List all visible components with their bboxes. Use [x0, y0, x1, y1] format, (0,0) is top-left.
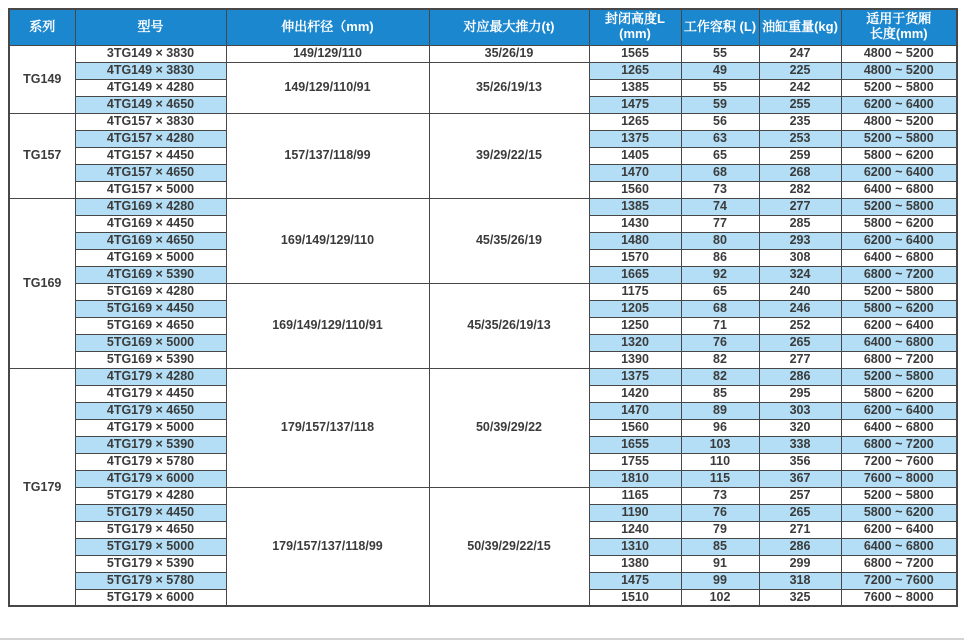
cylinder-weight-cell: 308 [759, 249, 841, 266]
cargo-length-cell: 6400 ~ 6800 [841, 181, 957, 198]
working-volume-cell: 73 [681, 181, 759, 198]
rod-diameter-cell: 179/157/137/118/99 [226, 487, 429, 606]
cargo-length-cell: 6200 ~ 6400 [841, 521, 957, 538]
working-volume-cell: 55 [681, 79, 759, 96]
header-series-text: 系列 [29, 18, 56, 34]
closed-height-cell: 1385 [589, 198, 681, 215]
closed-height-cell: 1205 [589, 300, 681, 317]
series-cell: TG149 [9, 45, 75, 113]
closed-height-cell: 1240 [589, 521, 681, 538]
cargo-length-cell: 5200 ~ 5800 [841, 130, 957, 147]
cargo-length-cell: 4800 ~ 5200 [841, 113, 957, 130]
working-volume-cell: 65 [681, 283, 759, 300]
cylinder-weight-cell: 324 [759, 266, 841, 283]
header-volume-text: 工作容积 (L) [683, 18, 757, 34]
series-cell: TG157 [9, 113, 75, 198]
header-rod-text: 伸出杆径（mm) [281, 18, 374, 34]
closed-height-cell: 1375 [589, 130, 681, 147]
closed-height-cell: 1390 [589, 351, 681, 368]
series-cell: TG179 [9, 368, 75, 606]
model-cell: 5TG179 × 4650 [75, 521, 226, 538]
model-cell: 4TG149 × 3830 [75, 62, 226, 79]
max-thrust-cell: 39/29/22/15 [429, 113, 589, 198]
table-row [9, 62, 957, 79]
model-cell: 4TG179 × 5000 [75, 419, 226, 436]
header-height-text: 封闭高度L [605, 11, 665, 27]
cylinder-weight-cell: 318 [759, 572, 841, 589]
header-model-text: 型号 [137, 18, 164, 34]
closed-height-cell: 1565 [589, 45, 681, 62]
closed-height-cell: 1475 [589, 572, 681, 589]
closed-height-cell: 1265 [589, 113, 681, 130]
cylinder-weight-cell: 277 [759, 351, 841, 368]
cylinder-weight-cell: 252 [759, 317, 841, 334]
cargo-length-cell: 6400 ~ 6800 [841, 419, 957, 436]
cylinder-weight-cell: 282 [759, 181, 841, 198]
header-model [75, 9, 226, 45]
closed-height-cell: 1570 [589, 249, 681, 266]
model-cell: 4TG179 × 4450 [75, 385, 226, 402]
working-volume-cell: 63 [681, 130, 759, 147]
header-thrust [429, 9, 589, 45]
cylinder-weight-cell: 303 [759, 402, 841, 419]
model-cell: 4TG179 × 4280 [75, 368, 226, 385]
working-volume-cell: 82 [681, 351, 759, 368]
model-cell: 5TG179 × 5780 [75, 572, 226, 589]
rod-diameter-cell: 149/129/110 [226, 45, 429, 62]
table-row [9, 283, 957, 300]
model-cell: 5TG179 × 4280 [75, 487, 226, 504]
model-cell: 4TG169 × 5000 [75, 249, 226, 266]
closed-height-cell: 1375 [589, 368, 681, 385]
cargo-length-cell: 7600 ~ 8000 [841, 589, 957, 606]
rod-diameter-cell: 169/149/129/110/91 [226, 283, 429, 368]
working-volume-cell: 55 [681, 45, 759, 62]
cargo-length-cell: 5200 ~ 5800 [841, 198, 957, 215]
cargo-length-cell: 6400 ~ 6800 [841, 538, 957, 555]
model-cell: 4TG157 × 5000 [75, 181, 226, 198]
cylinder-weight-cell: 265 [759, 334, 841, 351]
table-row [9, 113, 957, 130]
closed-height-cell: 1385 [589, 79, 681, 96]
header-weight-text: 油缸重量(kg) [762, 18, 838, 34]
cargo-length-cell: 6800 ~ 7200 [841, 266, 957, 283]
table-row [9, 368, 957, 385]
closed-height-cell: 1560 [589, 181, 681, 198]
cargo-length-cell: 5800 ~ 6200 [841, 385, 957, 402]
cylinder-weight-cell: 277 [759, 198, 841, 215]
model-cell: 4TG179 × 4650 [75, 402, 226, 419]
cylinder-weight-cell: 320 [759, 419, 841, 436]
working-volume-cell: 85 [681, 538, 759, 555]
series-cell: TG169 [9, 198, 75, 368]
cargo-length-cell: 4800 ~ 5200 [841, 45, 957, 62]
closed-height-cell: 1420 [589, 385, 681, 402]
cylinder-weight-cell: 271 [759, 521, 841, 538]
model-cell: 4TG149 × 4280 [75, 79, 226, 96]
working-volume-cell: 86 [681, 249, 759, 266]
cargo-length-cell: 6200 ~ 6400 [841, 402, 957, 419]
cargo-length-cell: 5200 ~ 5800 [841, 487, 957, 504]
closed-height-cell: 1755 [589, 453, 681, 470]
cargo-length-cell: 6400 ~ 6800 [841, 334, 957, 351]
closed-height-cell: 1190 [589, 504, 681, 521]
model-cell: 4TG169 × 4450 [75, 215, 226, 232]
model-cell: 4TG179 × 6000 [75, 470, 226, 487]
model-cell: 3TG149 × 3830 [75, 45, 226, 62]
working-volume-cell: 91 [681, 555, 759, 572]
closed-height-cell: 1470 [589, 402, 681, 419]
header-length [841, 9, 957, 45]
model-cell: 4TG157 × 4650 [75, 164, 226, 181]
cargo-length-cell: 6200 ~ 6400 [841, 317, 957, 334]
max-thrust-cell: 45/35/26/19/13 [429, 283, 589, 368]
header-weight [759, 9, 841, 45]
header-rod [226, 9, 429, 45]
working-volume-cell: 74 [681, 198, 759, 215]
rod-diameter-cell: 169/149/129/110 [226, 198, 429, 283]
max-thrust-cell: 45/35/26/19 [429, 198, 589, 283]
model-cell: 5TG169 × 5000 [75, 334, 226, 351]
working-volume-cell: 102 [681, 589, 759, 606]
model-cell: 5TG179 × 6000 [75, 589, 226, 606]
cylinder-weight-cell: 286 [759, 538, 841, 555]
cylinder-weight-cell: 257 [759, 487, 841, 504]
cargo-length-cell: 7600 ~ 8000 [841, 470, 957, 487]
cylinder-weight-cell: 253 [759, 130, 841, 147]
closed-height-cell: 1480 [589, 232, 681, 249]
max-thrust-cell: 50/39/29/22/15 [429, 487, 589, 606]
cargo-length-cell: 5200 ~ 5800 [841, 79, 957, 96]
model-cell: 5TG169 × 4450 [75, 300, 226, 317]
cylinder-weight-cell: 299 [759, 555, 841, 572]
page-bottom-rule [0, 638, 964, 640]
header-height-text: (mm) [619, 26, 651, 42]
header-length-text: 适用于货厢 [866, 11, 932, 27]
closed-height-cell: 1310 [589, 538, 681, 555]
cargo-length-cell: 6200 ~ 6400 [841, 232, 957, 249]
cylinder-weight-cell: 265 [759, 504, 841, 521]
rod-diameter-cell: 157/137/118/99 [226, 113, 429, 198]
working-volume-cell: 110 [681, 453, 759, 470]
cargo-length-cell: 5800 ~ 6200 [841, 300, 957, 317]
model-cell: 5TG179 × 5390 [75, 555, 226, 572]
model-cell: 4TG169 × 4280 [75, 198, 226, 215]
cargo-length-cell: 5800 ~ 6200 [841, 504, 957, 521]
closed-height-cell: 1810 [589, 470, 681, 487]
cylinder-weight-cell: 247 [759, 45, 841, 62]
model-cell: 4TG169 × 5390 [75, 266, 226, 283]
cylinder-weight-cell: 242 [759, 79, 841, 96]
cargo-length-cell: 5800 ~ 6200 [841, 147, 957, 164]
cylinder-weight-cell: 225 [759, 62, 841, 79]
cylinder-weight-cell: 356 [759, 453, 841, 470]
working-volume-cell: 76 [681, 334, 759, 351]
closed-height-cell: 1320 [589, 334, 681, 351]
cylinder-weight-cell: 246 [759, 300, 841, 317]
max-thrust-cell: 35/26/19 [429, 45, 589, 62]
closed-height-cell: 1470 [589, 164, 681, 181]
working-volume-cell: 76 [681, 504, 759, 521]
closed-height-cell: 1165 [589, 487, 681, 504]
working-volume-cell: 115 [681, 470, 759, 487]
working-volume-cell: 49 [681, 62, 759, 79]
model-cell: 5TG179 × 4450 [75, 504, 226, 521]
closed-height-cell: 1560 [589, 419, 681, 436]
table-body [9, 45, 957, 606]
cargo-length-cell: 6800 ~ 7200 [841, 351, 957, 368]
table-row [9, 487, 957, 504]
cargo-length-cell: 6800 ~ 7200 [841, 555, 957, 572]
cylinder-weight-cell: 325 [759, 589, 841, 606]
closed-height-cell: 1665 [589, 266, 681, 283]
rod-diameter-cell: 149/129/110/91 [226, 62, 429, 113]
model-cell: 4TG179 × 5390 [75, 436, 226, 453]
closed-height-cell: 1510 [589, 589, 681, 606]
cargo-length-cell: 5200 ~ 5800 [841, 283, 957, 300]
cylinder-spec-table [8, 8, 958, 607]
working-volume-cell: 59 [681, 96, 759, 113]
cylinder-weight-cell: 255 [759, 96, 841, 113]
table-row [9, 45, 957, 62]
header-series [9, 9, 75, 45]
cylinder-weight-cell: 293 [759, 232, 841, 249]
closed-height-cell: 1380 [589, 555, 681, 572]
closed-height-cell: 1655 [589, 436, 681, 453]
cylinder-weight-cell: 268 [759, 164, 841, 181]
closed-height-cell: 1175 [589, 283, 681, 300]
cargo-length-cell: 7200 ~ 7600 [841, 572, 957, 589]
working-volume-cell: 77 [681, 215, 759, 232]
cylinder-weight-cell: 240 [759, 283, 841, 300]
max-thrust-cell: 50/39/29/22 [429, 368, 589, 487]
cargo-length-cell: 7200 ~ 7600 [841, 453, 957, 470]
header-row [9, 9, 957, 45]
cylinder-weight-cell: 285 [759, 215, 841, 232]
closed-height-cell: 1250 [589, 317, 681, 334]
cylinder-weight-cell: 295 [759, 385, 841, 402]
cylinder-weight-cell: 338 [759, 436, 841, 453]
model-cell: 5TG169 × 4650 [75, 317, 226, 334]
model-cell: 5TG169 × 5390 [75, 351, 226, 368]
cargo-length-cell: 6800 ~ 7200 [841, 436, 957, 453]
working-volume-cell: 103 [681, 436, 759, 453]
cargo-length-cell: 6400 ~ 6800 [841, 249, 957, 266]
closed-height-cell: 1430 [589, 215, 681, 232]
header-length-text: 长度(mm) [869, 26, 928, 42]
working-volume-cell: 92 [681, 266, 759, 283]
working-volume-cell: 68 [681, 164, 759, 181]
working-volume-cell: 89 [681, 402, 759, 419]
table-header-row [9, 9, 957, 45]
working-volume-cell: 85 [681, 385, 759, 402]
closed-height-cell: 1405 [589, 147, 681, 164]
working-volume-cell: 56 [681, 113, 759, 130]
working-volume-cell: 79 [681, 521, 759, 538]
cargo-length-cell: 4800 ~ 5200 [841, 62, 957, 79]
cargo-length-cell: 6200 ~ 6400 [841, 164, 957, 181]
model-cell: 4TG157 × 4280 [75, 130, 226, 147]
working-volume-cell: 99 [681, 572, 759, 589]
cargo-length-cell: 5800 ~ 6200 [841, 215, 957, 232]
working-volume-cell: 65 [681, 147, 759, 164]
header-volume [681, 9, 759, 45]
working-volume-cell: 68 [681, 300, 759, 317]
model-cell: 4TG179 × 5780 [75, 453, 226, 470]
model-cell: 4TG149 × 4650 [75, 96, 226, 113]
closed-height-cell: 1265 [589, 62, 681, 79]
rod-diameter-cell: 179/157/137/118 [226, 368, 429, 487]
header-thrust-text: 对应最大推力(t) [463, 18, 555, 34]
cylinder-weight-cell: 367 [759, 470, 841, 487]
working-volume-cell: 71 [681, 317, 759, 334]
cargo-length-cell: 6200 ~ 6400 [841, 96, 957, 113]
cylinder-weight-cell: 286 [759, 368, 841, 385]
model-cell: 4TG169 × 4650 [75, 232, 226, 249]
max-thrust-cell: 35/26/19/13 [429, 62, 589, 113]
cylinder-weight-cell: 235 [759, 113, 841, 130]
model-cell: 5TG179 × 5000 [75, 538, 226, 555]
header-height [589, 9, 681, 45]
closed-height-cell: 1475 [589, 96, 681, 113]
cargo-length-cell: 5200 ~ 5800 [841, 368, 957, 385]
model-cell: 4TG157 × 4450 [75, 147, 226, 164]
working-volume-cell: 96 [681, 419, 759, 436]
working-volume-cell: 73 [681, 487, 759, 504]
table-row [9, 198, 957, 215]
cylinder-weight-cell: 259 [759, 147, 841, 164]
model-cell: 4TG157 × 3830 [75, 113, 226, 130]
model-cell: 5TG169 × 4280 [75, 283, 226, 300]
working-volume-cell: 80 [681, 232, 759, 249]
working-volume-cell: 82 [681, 368, 759, 385]
